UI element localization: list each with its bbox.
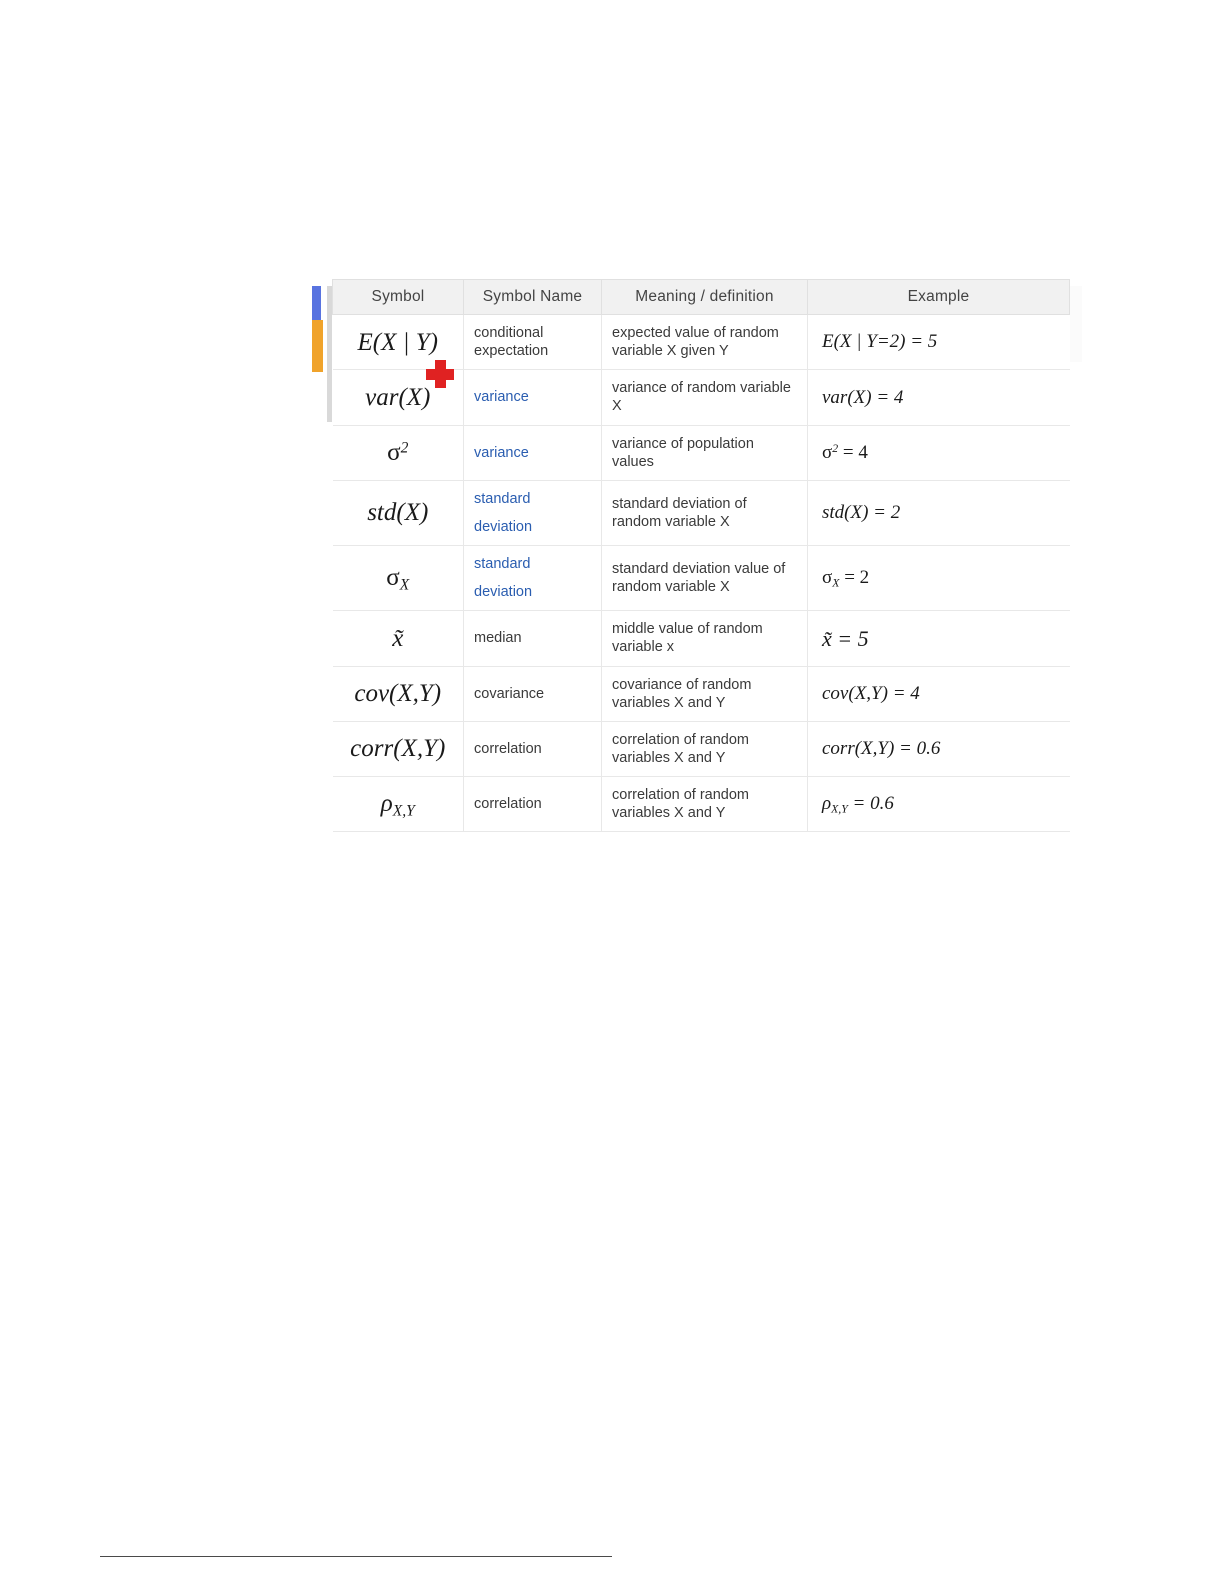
cell-example: $\sigma^2 = 4$ bbox=[808, 425, 1070, 480]
table-row bbox=[333, 666, 1070, 721]
cell-example: var(X) = 4 bbox=[808, 370, 1070, 425]
cell-symbol-name[interactable]: standard deviation bbox=[464, 546, 602, 611]
cell-example: cov(X,Y) = 4 bbox=[808, 666, 1070, 721]
cell-symbol: x̃ bbox=[333, 611, 464, 666]
cell-example: corr(X,Y) = 0.6 bbox=[808, 721, 1070, 776]
table-row bbox=[333, 777, 1070, 832]
table-row bbox=[333, 546, 1070, 611]
cell-symbol: var(X) bbox=[333, 370, 464, 425]
cell-meaning: variance of random variable X bbox=[602, 370, 808, 425]
page-edge-artifact bbox=[1068, 286, 1082, 362]
table-row bbox=[333, 611, 1070, 666]
cell-symbol: cov(X,Y) bbox=[333, 666, 464, 721]
cell-example: $\rho_{X,Y} = 0.6$ bbox=[808, 777, 1070, 832]
cell-symbol-name[interactable]: variance bbox=[464, 425, 602, 480]
footer-rule bbox=[100, 1556, 612, 1557]
table-header bbox=[333, 280, 1070, 315]
table-row bbox=[333, 721, 1070, 776]
column-header-symbol-name: Symbol Name bbox=[464, 280, 602, 315]
column-header-meaning: Meaning / definition bbox=[602, 280, 808, 315]
table-row bbox=[333, 425, 1070, 480]
cell-meaning: middle value of random variable x bbox=[602, 611, 808, 666]
cell-example: x̃ = 5 bbox=[808, 611, 1070, 666]
cell-example: $\sigma_X = 2$ bbox=[808, 546, 1070, 611]
cell-symbol-name: correlation bbox=[464, 777, 602, 832]
cell-symbol-name: correlation bbox=[464, 721, 602, 776]
column-header-symbol: Symbol bbox=[333, 280, 464, 315]
column-header-example: Example bbox=[808, 280, 1070, 315]
table-row bbox=[333, 480, 1070, 545]
cell-symbol: $\rho_{X,Y}$ bbox=[333, 777, 464, 832]
cell-meaning: standard deviation of random variable X bbox=[602, 480, 808, 545]
cell-symbol: E(X | Y) bbox=[333, 315, 464, 370]
cell-meaning: expected value of random variable X given Y bbox=[602, 315, 808, 370]
cell-symbol-name: median bbox=[464, 611, 602, 666]
cell-meaning: correlation of random variables X and Y bbox=[602, 721, 808, 776]
cell-symbol-name[interactable]: standard deviation bbox=[464, 480, 602, 545]
cell-example: std(X) = 2 bbox=[808, 480, 1070, 545]
cell-symbol-name[interactable]: variance bbox=[464, 370, 602, 425]
cell-meaning: correlation of random variables X and Y bbox=[602, 777, 808, 832]
cell-symbol-name: conditional expectation bbox=[464, 315, 602, 370]
cell-symbol: $\sigma^2$ bbox=[333, 425, 464, 480]
orange-highlight-bar bbox=[312, 320, 323, 372]
cell-symbol: std(X) bbox=[333, 480, 464, 545]
cell-symbol-name: covariance bbox=[464, 666, 602, 721]
cell-example: E(X | Y=2) = 5 bbox=[808, 315, 1070, 370]
cell-meaning: covariance of random variables X and Y bbox=[602, 666, 808, 721]
table-body bbox=[333, 315, 1070, 832]
red-plus-marker-icon bbox=[426, 360, 454, 388]
cell-symbol: corr(X,Y) bbox=[333, 721, 464, 776]
cell-symbol: $\sigma_X$ bbox=[333, 546, 464, 611]
table-header-row bbox=[333, 280, 1070, 315]
cell-meaning: variance of population values bbox=[602, 425, 808, 480]
cell-meaning: standard deviation value of random variable X bbox=[602, 546, 808, 611]
